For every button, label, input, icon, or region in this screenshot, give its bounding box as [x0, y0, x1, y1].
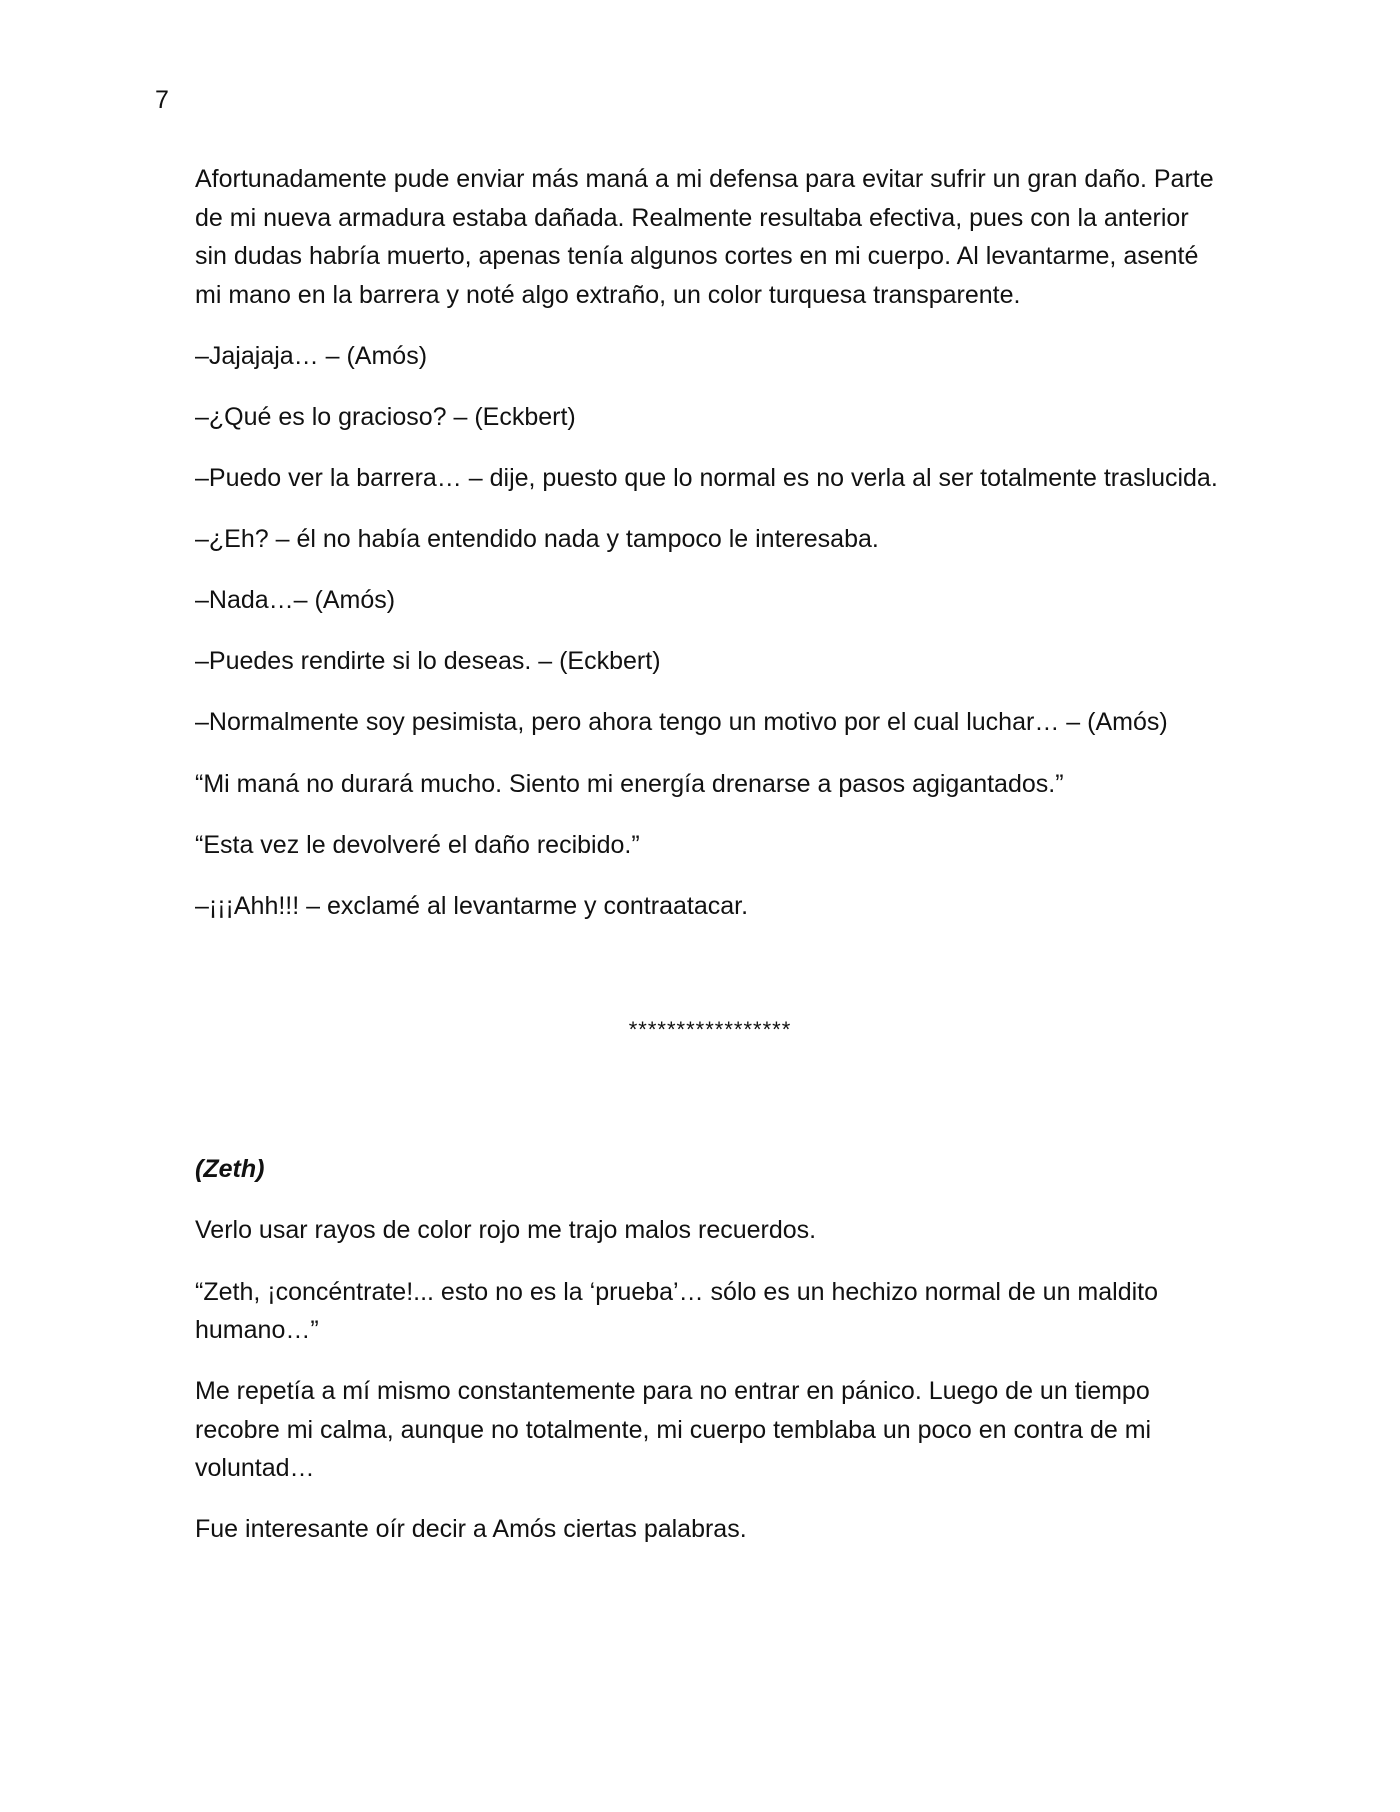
- pov-heading: (Zeth): [195, 1155, 265, 1184]
- thought-line: “Zeth, ¡concéntrate!... esto no es la ‘prueba’… sólo es un hechizo normal de un maldito humano…”: [195, 1277, 1159, 1345]
- scene-separator: *****************: [628, 1017, 792, 1043]
- paragraph: Verlo usar rayos de color rojo me trajo malos recuerdos.: [195, 1216, 817, 1245]
- dialogue-line: –Puedes rendirte si lo deseas. – (Eckbert): [195, 647, 661, 676]
- dialogue-line: –¿Qué es lo gracioso? – (Eckbert): [195, 402, 576, 431]
- dialogue-line: –¿Eh? – él no había entendido nada y tampoco le interesaba.: [195, 525, 879, 554]
- page-number: 7: [155, 86, 169, 114]
- thought-line: “Esta vez le devolveré el daño recibido.”: [195, 830, 640, 859]
- paragraph: Afortunadamente pude enviar más maná a mi defensa para evitar sufrir un gran daño. Parte de mi nueva armadura estaba dañada. Realmente resultaba efectiva, pues con la anterior sin dudas habría muerto, apenas tenía algunos cortes en mi cuerpo. Al levantarme, asenté mi mano en la barrera y noté algo extraño, un color turquesa transparente.: [195, 165, 1214, 309]
- thought-line: “Mi maná no durará mucho. Siento mi energía drenarse a pasos agigantados.”: [195, 769, 1064, 798]
- dialogue-line: –Jajajaja… – (Amós): [195, 341, 428, 370]
- dialogue-line: –Puedo ver la barrera… – dije, puesto que lo normal es no verla al ser totalmente traslucida.: [195, 464, 1218, 493]
- dialogue-line: –Nada…– (Amós): [195, 586, 396, 615]
- dialogue-line: –Normalmente soy pesimista, pero ahora tengo un motivo por el cual luchar… – (Amós): [195, 708, 1168, 737]
- paragraph: Me repetía a mí mismo constantemente para no entrar en pánico. Luego de un tiempo recobre mi calma, aunque no totalmente, mi cuerpo temblaba un poco en contra de mi voluntad…: [195, 1377, 1152, 1483]
- dialogue-line: –¡¡¡Ahh!!! – exclamé al levantarme y contraatacar.: [195, 891, 749, 920]
- paragraph: Fue interesante oír decir a Amós ciertas palabras.: [195, 1515, 747, 1544]
- document-body: [195, 160, 1225, 1572]
